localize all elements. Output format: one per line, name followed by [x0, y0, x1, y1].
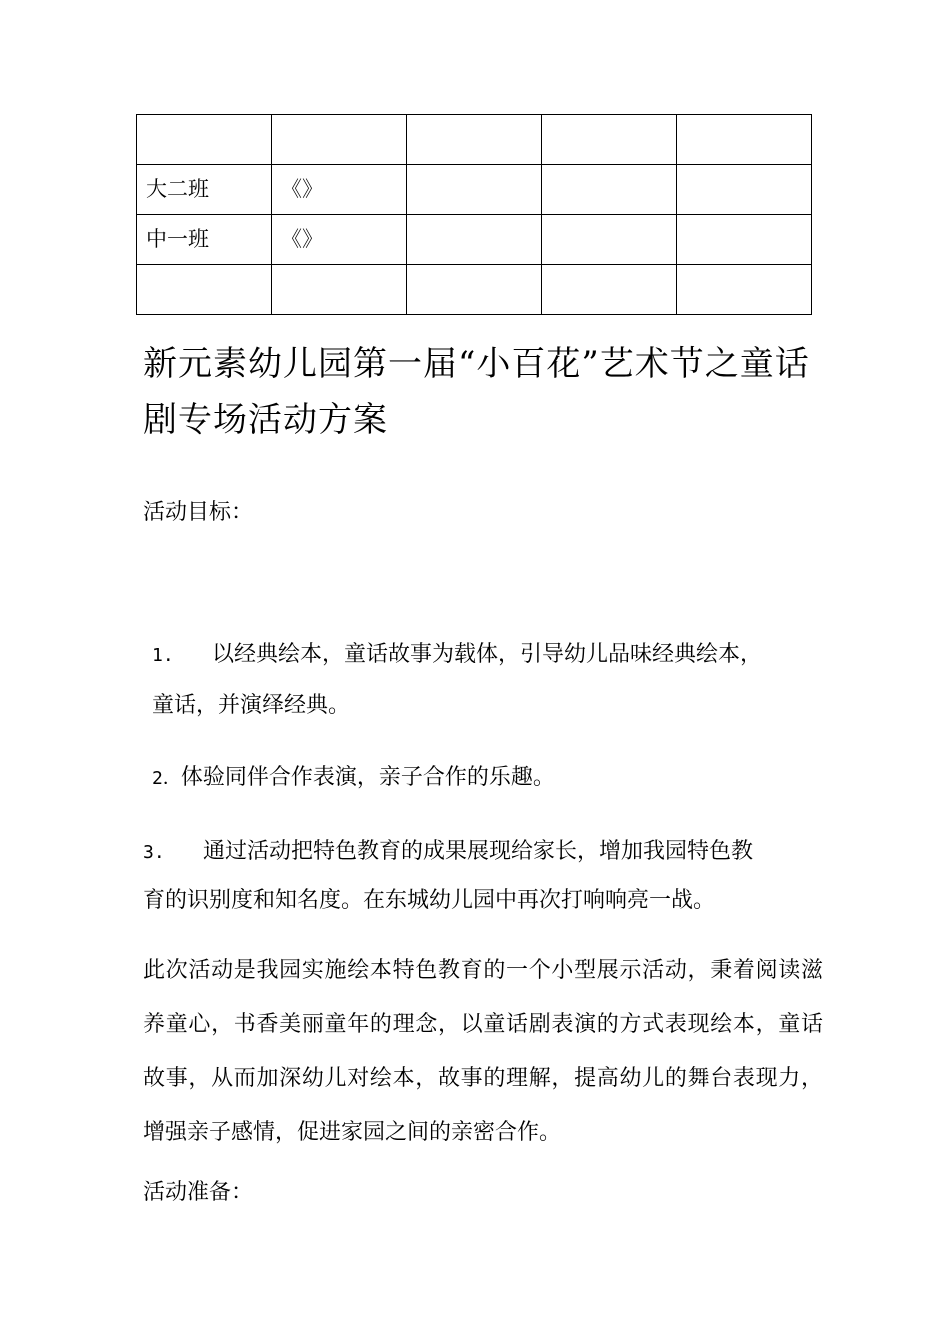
goal-number-2: 2．	[152, 768, 181, 789]
table-cell	[542, 165, 677, 215]
goal-item-3-line2: 育的识别度和知名度。在东城幼儿园中再次打响响亮一战。	[143, 888, 716, 913]
class-program-table	[136, 114, 812, 315]
table-cell	[677, 265, 812, 315]
table-cell	[677, 215, 812, 265]
table-cell	[407, 165, 542, 215]
table-cell	[677, 165, 812, 215]
document-title: 新元素幼儿园第一届“小百花”艺术节之童话剧专场活动方案	[143, 344, 810, 440]
goal-text-1-line1: 以经典绘本，童话故事为载体，引导幼儿品味经典绘本，	[212, 642, 763, 667]
table-row	[137, 115, 812, 165]
table-row	[137, 265, 812, 315]
table-cell	[407, 265, 542, 315]
description-paragraph: 此次活动是我园实施绘本特色教育的一个小型展示活动，秉着阅读滋养童心，书香美丽童年的理念，以童话剧表演的方式表现绘本，童话故事，从而加深幼儿对绘本，故事的理解，提高幼儿的舞台表现力，增强亲子感情，促进家园之间的亲密合作。	[143, 958, 823, 1145]
table-cell: 《》	[272, 215, 407, 265]
table-row	[137, 215, 812, 265]
goal-item-2	[152, 751, 555, 806]
goal-number-1: 1.	[152, 645, 174, 666]
goal-item-3-line1	[143, 825, 753, 880]
table-cell	[407, 215, 542, 265]
table-cell	[542, 265, 677, 315]
table-cell	[677, 115, 812, 165]
prep-heading: 活动准备：	[143, 1180, 254, 1205]
table-cell	[542, 215, 677, 265]
goal-number-3: 3.	[143, 842, 165, 863]
table-cell	[407, 115, 542, 165]
goal-item-1-line2: 童话，并演绎经典。	[152, 693, 351, 718]
table-cell	[137, 265, 272, 315]
table-cell	[272, 115, 407, 165]
goals-heading: 活动目标：	[143, 500, 254, 525]
table-cell: 中一班	[137, 215, 272, 265]
table-cell	[137, 115, 272, 165]
goal-text-2: 体验同伴合作表演，亲子合作的乐趣。	[180, 765, 555, 790]
goal-item-1-line1	[152, 628, 762, 683]
table-cell: 大二班	[137, 165, 272, 215]
table-cell	[542, 115, 677, 165]
table-cell	[272, 265, 407, 315]
goal-text-3-line1: 通过活动把特色教育的成果展现给家长，增加我园特色教	[203, 839, 754, 864]
table-cell: 《》	[272, 165, 407, 215]
table-row	[137, 165, 812, 215]
